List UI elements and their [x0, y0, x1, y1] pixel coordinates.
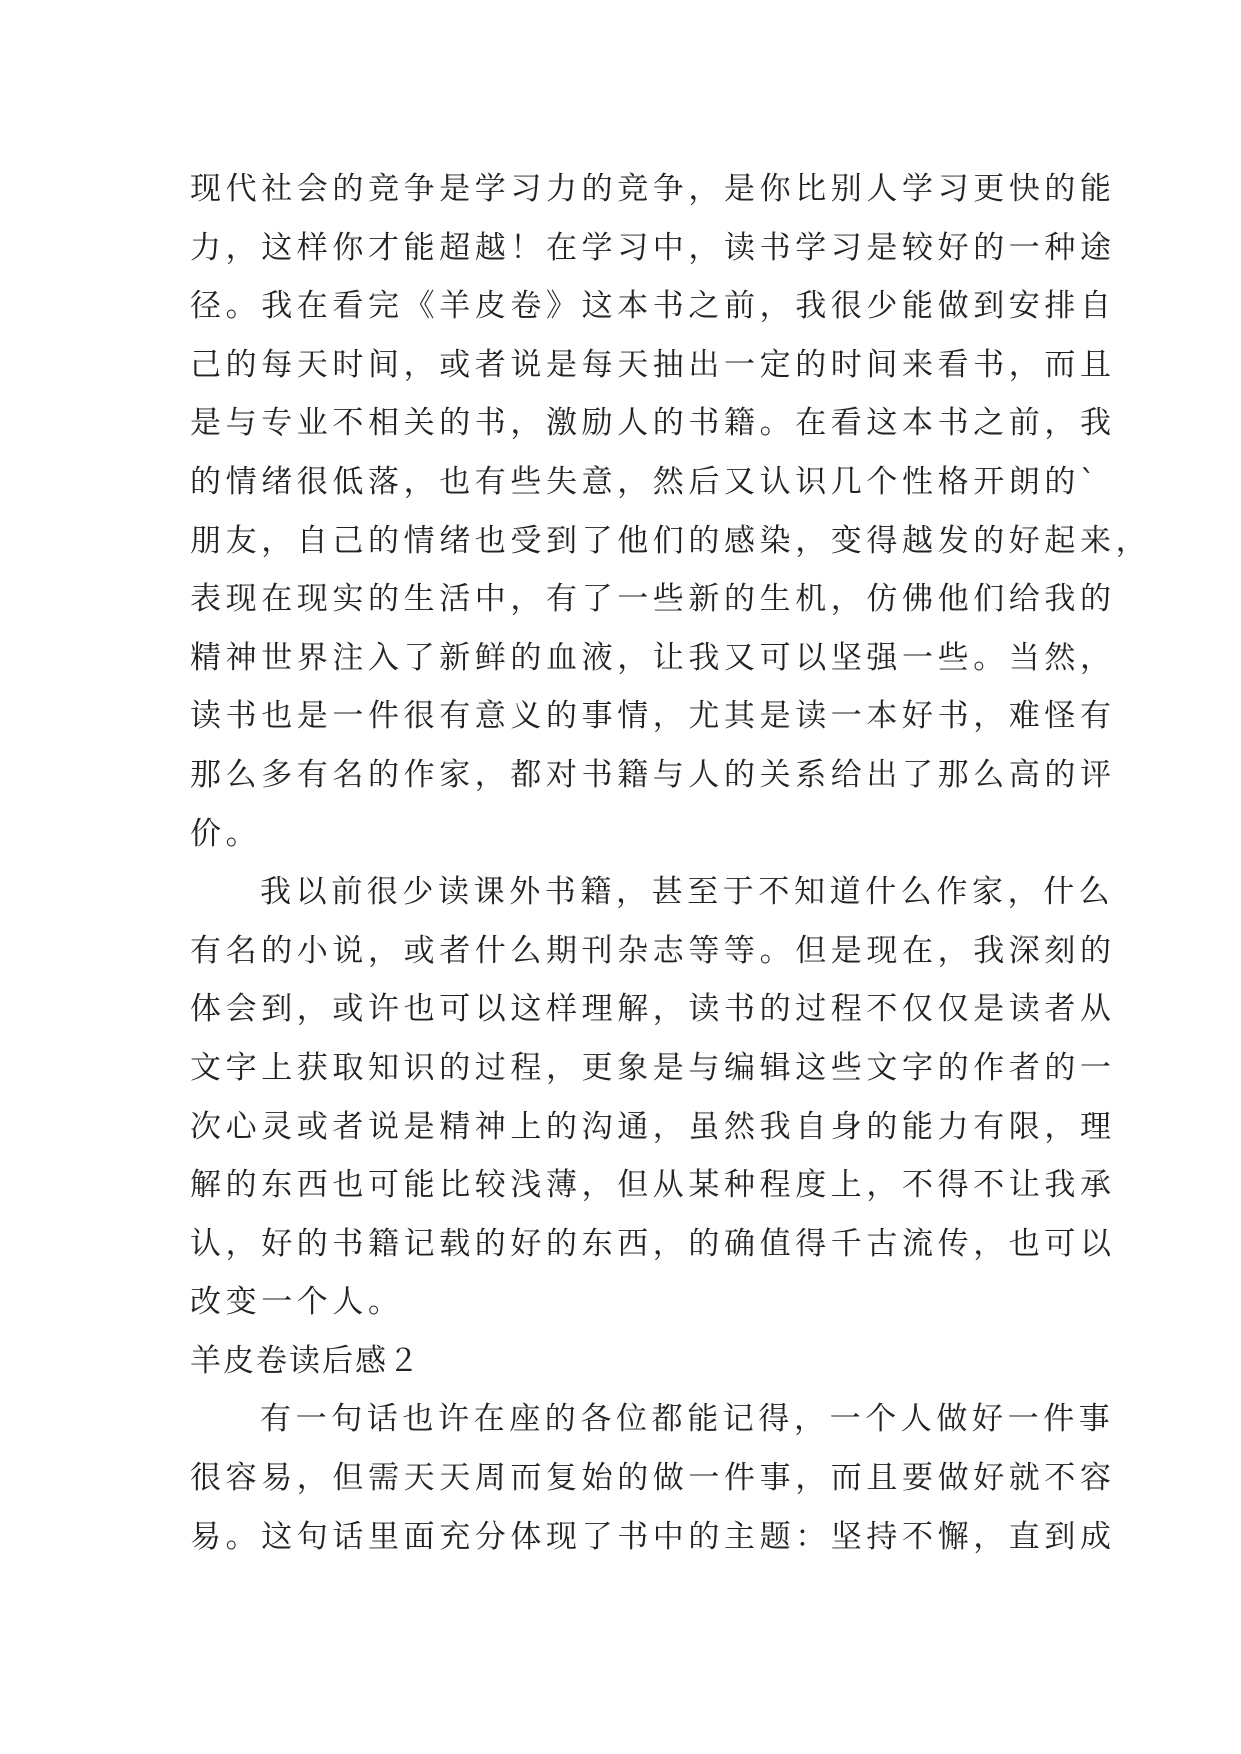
document-body: [190, 160, 1152, 1566]
text-line: 朋友，自己的情绪也受到了他们的感染，变得越发的好起来，: [190, 522, 1152, 559]
text-line: 文字上获取知识的过程，更象是与编辑这些文字的作者的一: [190, 1049, 1116, 1086]
text-line: 很容易，但需天天周而复始的做一件事，而且要做好就不容: [190, 1460, 1116, 1497]
text-line: 认，好的书籍记载的好的东西，的确值得千古流传，也可以: [190, 1225, 1116, 1262]
text-line: 易。这句话里面充分体现了书中的主题：坚持不懈，直到成: [190, 1518, 1116, 1555]
text-line: 力，这样你才能超越！在学习中，读书学习是较好的一种途: [190, 229, 1116, 266]
text-line: 精神世界注入了新鲜的血液，让我又可以坚强一些。当然，: [190, 639, 1116, 676]
text-line: 现代社会的竞争是学习力的竞争，是你比别人学习更快的能: [190, 171, 1116, 207]
text-line: 那么多有名的作家，都对书籍与人的关系给出了那么高的评: [190, 756, 1116, 793]
paragraph-first-line: 我以前很少读课外书籍，甚至于不知道什么作家，什么: [260, 874, 1115, 911]
text-line: 读书也是一件很有意义的事情，尤其是读一本好书，难怪有: [190, 698, 1116, 735]
text-line: 体会到，或许也可以这样理解，读书的过程不仅仅是读者从: [190, 991, 1116, 1028]
text-line: 价。: [190, 815, 262, 852]
text-line: 改变一个人。: [190, 1284, 404, 1321]
text-line: 解的东西也可能比较浅薄，但从某种程度上，不得不让我承: [190, 1167, 1116, 1204]
text-line: 表现在现实的生活中，有了一些新的生机，仿佛他们给我的: [190, 581, 1116, 618]
text-line: 径。我在看完《羊皮卷》这本书之前，我很少能做到安排自: [190, 288, 1116, 325]
paragraph-first-line: 有一句话也许在座的各位都能记得，一个人做好一件事: [260, 1401, 1115, 1438]
section-heading: 羊皮卷读后感２: [190, 1342, 421, 1379]
text-line: 次心灵或者说是精神上的沟通，虽然我自身的能力有限，理: [190, 1108, 1116, 1145]
text-line: 己的每天时间，或者说是每天抽出一定的时间来看书，而且: [190, 346, 1116, 383]
text-line: 的情绪很低落，也有些失意，然后又认识几个性格开朗的`: [190, 463, 1101, 500]
text-line: 是与专业不相关的书，激励人的书籍。在看这本书之前，我: [190, 405, 1116, 442]
text-line: 有名的小说，或者什么期刊杂志等等。但是现在，我深刻的: [190, 932, 1116, 969]
